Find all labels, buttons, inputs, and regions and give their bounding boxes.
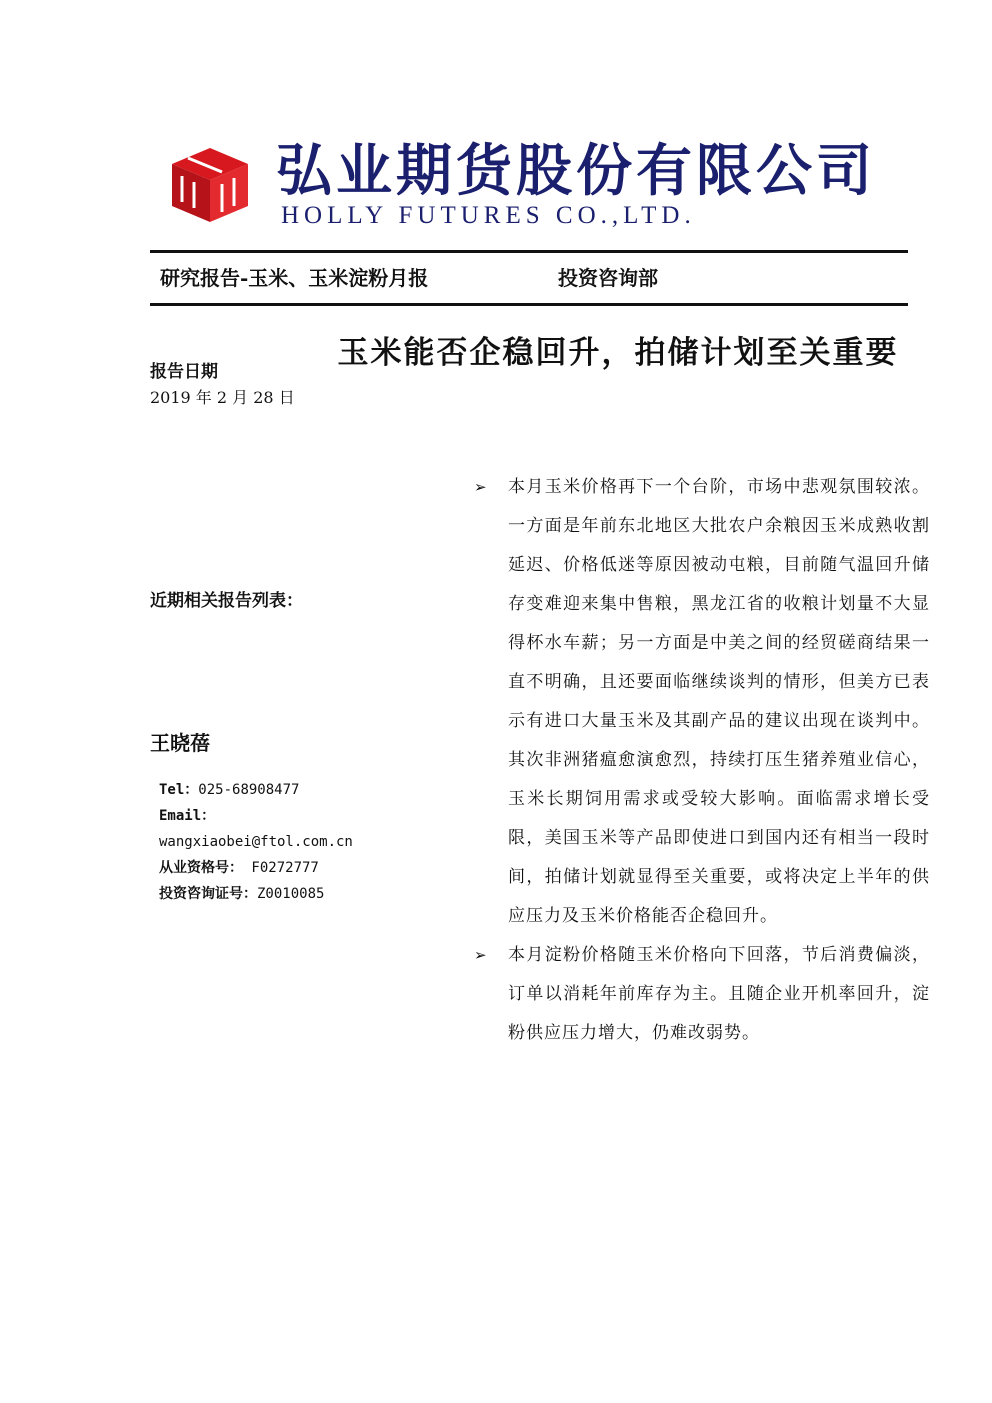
report-date-value: 2019 年 2 月 28 日: [150, 388, 295, 407]
consult-row: [159, 881, 353, 907]
report-date-label: 报告日期: [150, 362, 218, 382]
email-label-row: [159, 803, 353, 829]
license-row: [159, 855, 353, 881]
arrow-bullet-icon: ➢: [474, 946, 488, 964]
arrow-bullet-icon: ➢: [474, 478, 488, 496]
license-value: F0272777: [243, 860, 319, 876]
list-item: [470, 468, 930, 936]
logo-chinese-name: 弘业期货股份有限公司: [276, 138, 876, 204]
consult-value: Z0010085: [257, 886, 325, 902]
header-top-rule: [150, 250, 908, 253]
email-label: Email：: [159, 808, 216, 824]
related-reports-label: 近期相关报告列表：: [150, 591, 303, 611]
consult-label: 投资咨询证号：: [159, 886, 257, 902]
company-logo: [168, 138, 876, 232]
bullet-text: 本月玉米价格再下一个台阶，市场中悲观氛围较浓。一方面是年前东北地区大批农户余粮因玉米成熟收割延迟、价格低迷等原因被动屯粮，目前随气温回升储存变难迎来集中售粮，黑龙江省的收粮计划量不大显得杯水车薪；另一方面是中美之间的经贸磋商结果一直不明确，且还要面临继续谈判的情形，但美方已表示有进口大量玉米及其副产品的建议出现在谈判中。其次非洲猪瘟愈演愈烈，持续打压生猪养殖业信心，玉米长期饲用需求或受较大影响。面临需求增长受限，美国玉米等产品即使进口到国内还有相当一段时间，拍储计划就显得至关重要，或将决定上半年的供应压力及玉米价格能否企稳回升。: [508, 477, 930, 926]
license-label: 从业资格号：: [159, 860, 243, 876]
logo-english-name: HOLLY FUTURES CO.,LTD.: [281, 202, 696, 229]
tel-label: Tel：: [159, 782, 199, 798]
report-type: 研究报告-玉米、玉米淀粉月报: [160, 266, 429, 290]
tel-row: [159, 777, 353, 803]
author-name: 王晓蓓: [150, 731, 210, 755]
bullet-text: 本月淀粉价格随玉米价格向下回落，节后消费偏淡，订单以消耗年前库存为主。且随企业开机率回升，淀粉供应压力增大，仍难改弱势。: [508, 945, 930, 1043]
email-value: wangxiaobei@ftol.com.cn: [159, 834, 353, 850]
holly-cube-logo-icon: [168, 142, 252, 226]
author-contact: [159, 777, 353, 907]
summary-bullets: [470, 468, 930, 1053]
header-bottom-rule: [150, 303, 908, 306]
email-row: [159, 829, 353, 855]
list-item: [470, 936, 930, 1053]
report-title: 玉米能否企稳回升，拍储计划至关重要: [337, 335, 899, 371]
tel-value: 025-68908477: [198, 782, 300, 798]
department: 投资咨询部: [558, 266, 658, 290]
